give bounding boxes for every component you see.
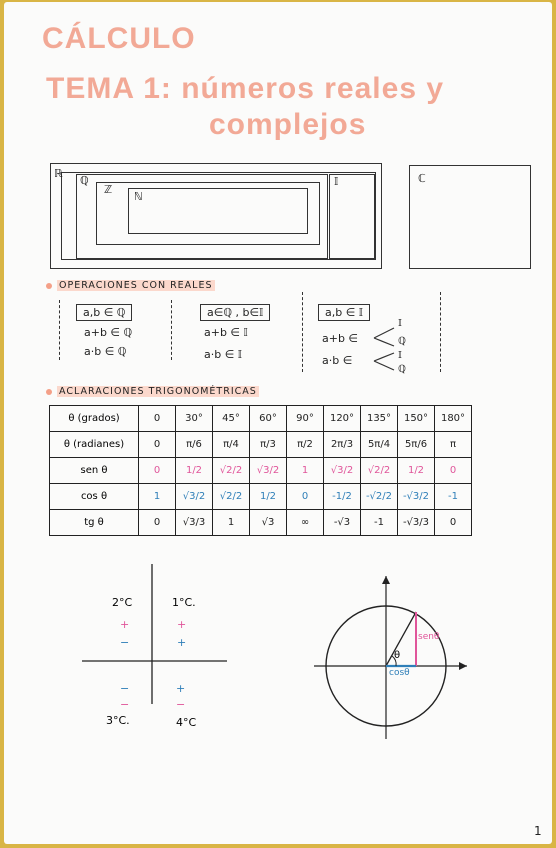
topic-title-line1: TEMA 1: números reales y	[46, 72, 445, 105]
set-I-label: 𝕀	[334, 175, 339, 188]
trig-cell: -√3/2	[398, 484, 435, 510]
trig-cell: 135°	[361, 406, 398, 432]
trig-row-label: tg θ	[50, 510, 139, 536]
trig-cell: 0	[139, 406, 176, 432]
quadrant-1-sign-cos: +	[177, 636, 187, 649]
trig-cell: 1/2	[250, 484, 287, 510]
trig-cell: √3	[250, 510, 287, 536]
quadrant-2-sign-sen: +	[120, 618, 130, 631]
set-Z-label: ℤ	[104, 183, 113, 196]
set-R-label: ℝ	[54, 167, 63, 180]
branch-arrows	[372, 320, 412, 382]
cos-label: cosθ	[389, 668, 410, 678]
quadrant-2-label: 2°C	[112, 596, 133, 609]
bullet-dot	[46, 389, 52, 395]
trig-cell: 90°	[287, 406, 324, 432]
set-C-box	[409, 165, 531, 269]
divider	[171, 300, 172, 360]
trig-row-label: θ (radianes)	[50, 432, 139, 458]
op-group-3-head: a,b ∈ 𝕀	[318, 306, 370, 319]
divider	[302, 292, 303, 372]
topic-title-line2: complejos	[209, 108, 367, 141]
op-group-1-line2: a·b ∈ ℚ	[84, 345, 127, 358]
set-Q-label: ℚ	[80, 174, 89, 187]
op-group-2-head: a∈ℚ , b∈𝕀	[200, 306, 270, 319]
trig-cell: 1/2	[398, 458, 435, 484]
trig-cell: 1	[139, 484, 176, 510]
trig-cell: 60°	[250, 406, 287, 432]
set-N-label: ℕ	[134, 190, 143, 203]
trig-cell: √2/2	[213, 484, 250, 510]
trig-table	[49, 405, 472, 536]
trig-cell: 0	[435, 510, 472, 536]
trig-row	[50, 432, 472, 458]
op-group-3-line1: a+b ∈	[322, 332, 359, 345]
quadrant-4-sign-sen: −	[176, 698, 186, 711]
op-group-1-line1: a+b ∈ ℚ	[84, 326, 133, 339]
sen-label: senθ	[418, 632, 440, 642]
trig-cell: 45°	[213, 406, 250, 432]
trig-cell: √3/2	[250, 458, 287, 484]
trig-cell: π/2	[287, 432, 324, 458]
trig-cell: π/6	[176, 432, 213, 458]
trig-row-label: sen θ	[50, 458, 139, 484]
trig-cell: 150°	[398, 406, 435, 432]
trig-cell: √3/2	[324, 458, 361, 484]
quadrant-2-sign-cos: −	[120, 636, 130, 649]
trig-cell: 1/2	[176, 458, 213, 484]
quadrant-axes	[82, 564, 232, 714]
branch-I-1: 𝕀	[398, 318, 402, 329]
trig-cell: 0	[139, 458, 176, 484]
trig-cell: 0	[435, 458, 472, 484]
trig-row-label: cos θ	[50, 484, 139, 510]
op-group-3-line2: a·b ∈	[322, 354, 353, 367]
branch-Q-1: ℚ	[398, 336, 406, 347]
op-group-2-line1: a+b ∈ 𝕀	[204, 326, 248, 339]
trig-cell: -√3/3	[398, 510, 435, 536]
trig-cell: π	[435, 432, 472, 458]
page-number: 1	[534, 824, 542, 838]
op-group-2-line2: a·b ∈ 𝕀	[204, 348, 243, 361]
quadrant-3-sign-sen: −	[120, 698, 130, 711]
trig-cell: √3/3	[176, 510, 213, 536]
trig-row	[50, 406, 472, 432]
quadrant-4-label: 4°C	[176, 716, 197, 729]
trig-cell: 1	[287, 458, 324, 484]
trig-cell: 0	[139, 432, 176, 458]
trig-row	[50, 484, 472, 510]
trig-cell: √2/2	[213, 458, 250, 484]
subject-title: CÁLCULO	[42, 22, 196, 55]
divider	[59, 300, 60, 360]
trig-heading-text: ACLARACIONES TRIGONOMÉTRICAS	[59, 386, 257, 397]
trig-cell: -√2/2	[361, 484, 398, 510]
trig-cell: 1	[213, 510, 250, 536]
trig-cell: 2π/3	[324, 432, 361, 458]
unit-circle	[312, 574, 472, 744]
op-group-1-head: a,b ∈ ℚ	[76, 306, 132, 319]
trig-cell: √2/2	[361, 458, 398, 484]
trig-cell: π/4	[213, 432, 250, 458]
trig-cell: 120°	[324, 406, 361, 432]
quadrant-4-sign-cos: +	[176, 682, 186, 695]
trig-cell: -√3	[324, 510, 361, 536]
trig-cell: ∞	[287, 510, 324, 536]
trig-row	[50, 510, 472, 536]
operations-heading-text: OPERACIONES CON REALES	[59, 280, 213, 291]
branch-Q-2: ℚ	[398, 364, 406, 375]
trig-cell: 5π/6	[398, 432, 435, 458]
trig-heading	[46, 386, 259, 397]
trig-cell: π/3	[250, 432, 287, 458]
set-C-label: ℂ	[418, 172, 426, 185]
trig-cell: -1/2	[324, 484, 361, 510]
trig-cell: -1	[361, 510, 398, 536]
set-N-box	[128, 188, 308, 234]
quadrant-1-label: 1°C.	[172, 596, 196, 609]
quadrant-1-sign-sen: +	[177, 618, 187, 631]
branch-I-2: 𝕀	[398, 350, 402, 361]
trig-cell: 180°	[435, 406, 472, 432]
trig-row	[50, 458, 472, 484]
trig-cell: 0	[287, 484, 324, 510]
trig-row-label: θ (grados)	[50, 406, 139, 432]
trig-cell: 30°	[176, 406, 213, 432]
trig-cell: 5π/4	[361, 432, 398, 458]
theta-label: θ	[394, 650, 401, 661]
trig-cell: √3/2	[176, 484, 213, 510]
bullet-dot	[46, 283, 52, 289]
operations-heading	[46, 280, 215, 291]
quadrant-3-label: 3°C.	[106, 714, 130, 727]
divider	[440, 292, 441, 372]
notebook-page	[4, 2, 552, 844]
trig-cell: -1	[435, 484, 472, 510]
quadrant-3-sign-cos: −	[120, 682, 130, 695]
trig-cell: 0	[139, 510, 176, 536]
